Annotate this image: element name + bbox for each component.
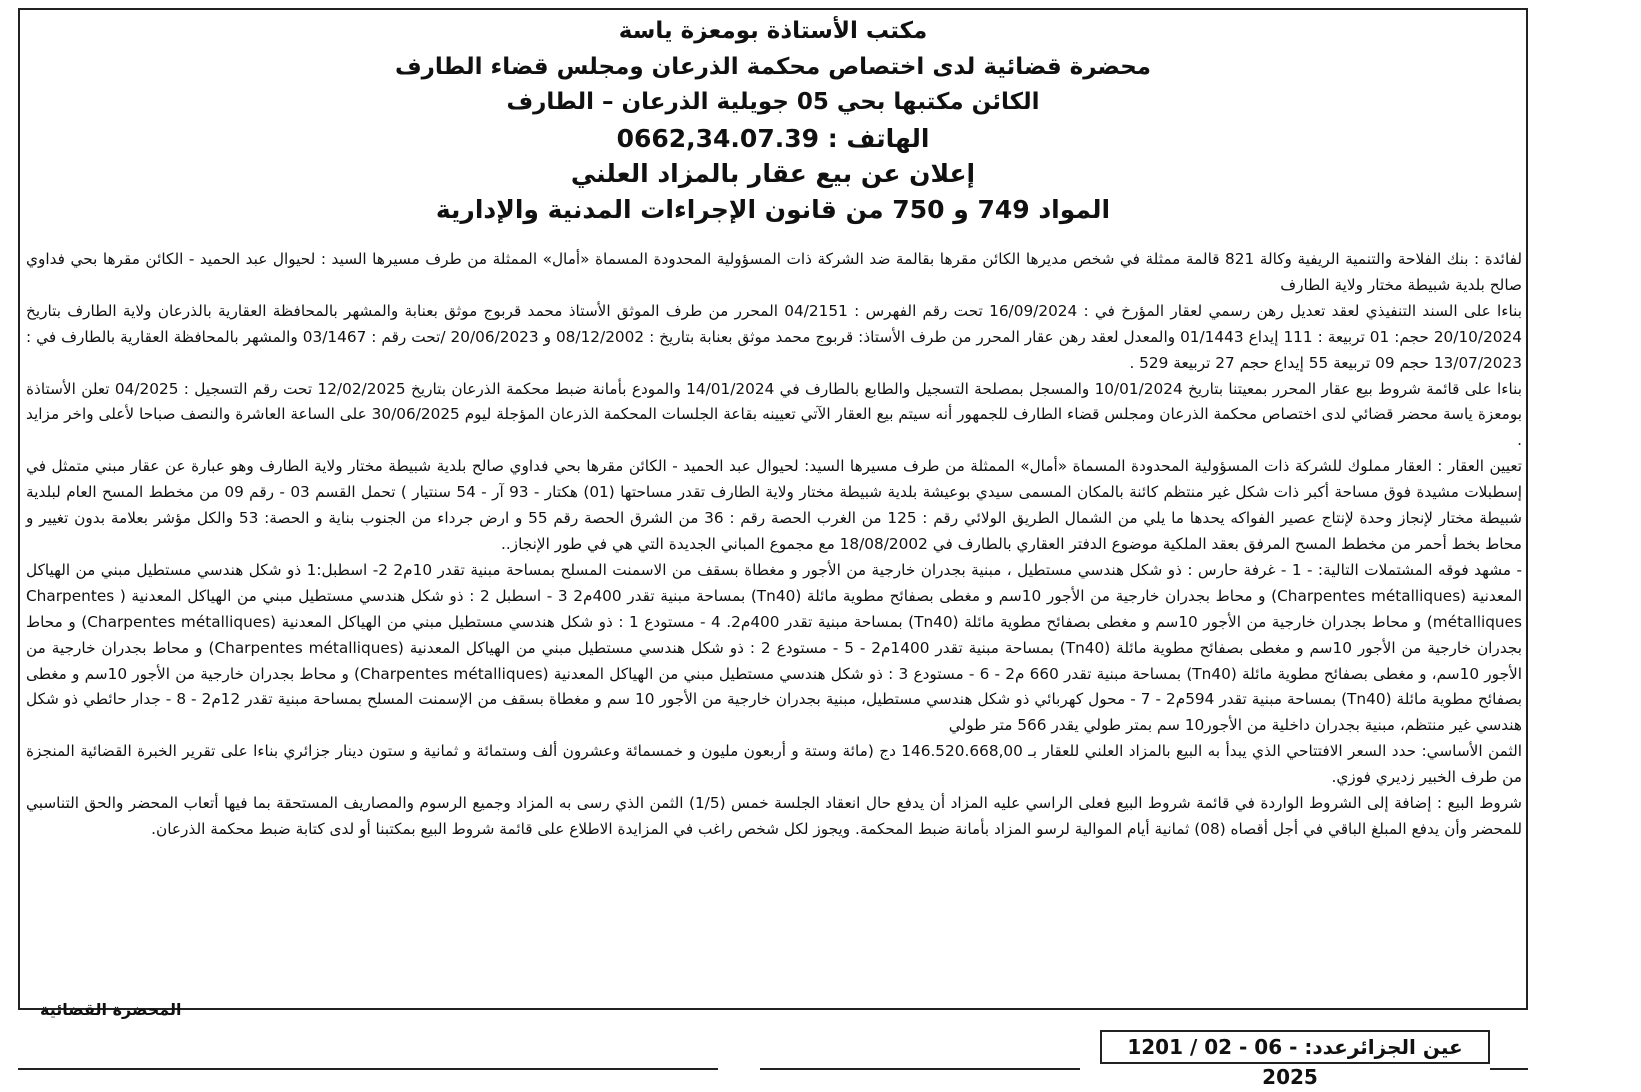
notice-title: إعلان عن بيع عقار بالمزاد العلني: [570, 159, 976, 188]
divider-line: [18, 1068, 718, 1080]
notice-header: [18, 14, 1528, 227]
notice-body: [26, 247, 1522, 843]
phone-line: الهاتف : 0662,34.07.39: [616, 123, 930, 153]
reference-value: 1201 / 02 - 06 - 2025: [1127, 1035, 1318, 1089]
paragraph-beneficiary: لفائدة : بنك الفلاحة والتنمية الريفية وكالة 821 قالمة ممثلة في شخص مديرها الكائن مقرها بقالمة ضد الشركة ذات المسؤولية المحدودة المسماة «أمال» الممثلة من طرف مسيرها السيد : لحيوال عبد الحميد - الكائن مقرها بحي فداوي صالح بلدية شبيطة مختار ولاية الطارف: [26, 250, 1522, 294]
publication-reference: [1100, 1030, 1490, 1089]
paragraph-base-price: الثمن الأساسي: حدد السعر الافتتاحي الذي يبدأ به البيع بالمزاد العلني للعقار بـ 146.520.668,00 دج (مائة وستة و أربعون مليون و خمسمائة وعشرون ألف وستمائة و ثمانية و ستون دينار جزائري بناءا على تقرير الخبرة القضائية المنجزة من طرف الخبير زديري فوزي.: [26, 742, 1522, 787]
reference-label: عين الجزائرعدد:: [1304, 1035, 1463, 1059]
paragraph-sale-terms: شروط البيع : إضافة إلى الشروط الواردة في قائمة شروط البيع فعلى الراسي عليه المزاد أن يدفع حال انعقاد الجلسة خمس (1/5) الثمن الذي رسى به المزاد وجميع الرسوم والمصاريف المستحقة بما فيها أتعاب المحضر والحق التناسبي للمحضر وأن يدفع المبلغ الباقي في أجل أقصاه (08) ثمانية أيام الموالية لرسو المزاد بأمانة ضبط المحكمة. ويجوز لكل شخص راغب في المزايدة الاطلاع على قائمة شروط البيع بمكتبنا أو لدى كتابة ضبط محكمة الذرعان.: [26, 794, 1523, 838]
divider-line: [760, 1068, 1080, 1080]
address-line: الكائن مكتبها بحي 05 جويلية الذرعان – الطارف: [506, 89, 1040, 115]
legal-articles: المواد 749 و 750 من قانون الإجراءات المدنية والإدارية: [435, 194, 1111, 224]
signature: المحضرة القضائية: [40, 1000, 182, 1019]
divider-line: [1490, 1068, 1528, 1080]
paragraph-property-description: تعيين العقار : العقار مملوك للشركة ذات المسؤولية المحدودة المسماة «أمال» الممثلة من طرف مسيرها السيد: لحيوال عبد الحميد - الكائن مقرها بحي فداوي صالح بلدية شبيطة مختار ولاية الطارف وهو عبارة عن عقار مبني متمثل في إسطبلات مشيدة فوق مساحة أكبر ذات شكل غير منتظم كائنة بالمكان المسمى سيدي بوعيشة بلدية شبيطة مختار ولاية الطارف تقدر مساحتها (01) هكتار - 93 آر - 54 سنتيار ) تحمل القسم 03 - رقم 09 من مخطط المسح العام لبلدية شبيطة مختار لإنجاز وحدة لإنتاج عصير الفواكه يحدها ما يلي من الشمال الطريق الولائي رقم : 125 من الغرب الحصة رقم : 36 من الشرق الحصة رقم 55 و ارض جرداء من الجنوب بناية و الحصة: 53 والكل مؤشر بعلامة بدون تغيير و محاط بخط أحمر من مخطط المسح المرفق بعقد الملكية موضوع الدفتر العقاري بالطارف في 18/08/2002 مع مجموع المباني الجديدة التي هي في طور الإنجاز..: [26, 457, 1523, 553]
paragraph-executive-title: بناءا على السند التنفيذي لعقد تعديل رهن رسمي لعقار المؤرخ في : 16/09/2024 تحت رقم الفهرس : 04/2151 المحرر من طرف الموثق الأستاذ محمد قربوج موثق بعنابة والمشهر بالمحافظة العقارية بالذرعان ولاية الطارف بتاريخ 20/10/2024 حجم: 01 تربيعة : 111 إيداع 01/1443 والمعدل لعقد رهن عقار المحرر من طرف الأستاذ: قربوج محمد موثق بعنابة بتاريخ : 08/12/2002 و 20/06/2023 /تحت رقم : 03/1467 والمشهر بالمحافظة العقارية بالطارف في : 13/07/2023 حجم 09 تربيعة 55 إيداع حجم 27 تربيعة 529 .: [26, 301, 1522, 372]
jurisdiction-line: محضرة قضائية لدى اختصاص محكمة الذرعان ومجلس قضاء الطارف: [394, 53, 1152, 80]
paragraph-property-contents: - مشهد فوقه المشتملات التالية: - 1 - غرفة حارس : ذو شكل هندسي مستطيل ، مبنية بجدران خارجية من الأجور و مغطاة بسقف من الاسمنت المسلح بمساحة مبنية تقدر 10م2 2- اسطبل:1 ذو شكل هندسي مستطيل مبني من الهياكل المعدنية (Charpentes métalliques) و محاط بجدران خارجية من الأجور 10سم و مغطى بصفائح مطوية مائلة (Tn40) بمساحة مبنية تقدر 400م2 3 - اسطبل 2 : ذو شكل هندسي مستطيل مبني من الهياكل المعدنية ( Charpentes métalliques) و محاط بجدران خارجية من الأجور 10سم و مغطى بصفائح مطوية مائلة (Tn40) بمساحة مبنية تقدر 400م2. 4 - مستودع 1 : ذو شكل هندسي مستطيل مبني من الهياكل المعدنية (Charpentes métalliques) و محاط بجدران خارجية من الأجور 10سم و مغطى بصفائح مطوية مائلة (Tn40) بمساحة مبنية تقدر 1400م2 - 5 - مستودع 2 : ذو شكل هندسي مستطيل مبني من الهياكل المعدنية (Charpentes métalliques) و محاط بجدران خارجية من الأجور 10سم، و مغطى بصفائح مطوية مائلة (Tn40) بمساحة مبنية تقدر 660 م2 - 6 - مستودع 3 : ذو شكل هندسي مستطيل مبني من الهياكل المعدنية (Charpentes métalliques) و محاط بجدران خارجية من الأجور 10سم و مغطى بصفائح مطوية مائلة (Tn40) بمساحة مبنية تقدر 594م2 - 7 - محول كهربائي ذو شكل هندسي مستطيل، مبنية بجدران خارجية من الأجور 10 سم و مغطاة بسقف من الإسمنت المسلح بمساحة مبنية تقدر 12م2 - 8 - جدار حائطي ذو شكل هندسي غير منتظم، مبنية بجدران داخلية من الأجور10 سم بمتر طولي يقدر 566 متر طولي: [26, 560, 1523, 735]
paragraph-sale-conditions-list: بناءا على قائمة شروط بيع عقار المحرر بمعيتنا بتاريخ 10/01/2024 والمسجل بمصلحة التسجيل والطابع بالطارف في 14/01/2024 والمودع بأمانة ضبط محكمة الذرعان بتاريخ 12/02/2025 تحت رقم التسجيل : 04/2025 تعلن الأستاذة بومعزة ياسة محضر قضائي لدى اختصاص محكمة الذرعان ومجلس قضاء الطارف للجمهور أنه سيتم بيع العقار الآتي تعيينه بقاعة الجلسات المحكمة الذرعان المؤجلة ليوم 30/06/2025 على الساعة العاشرة والنصف صباحا لأعلى واخر مزايد .: [26, 379, 1523, 450]
office-name: مكتب الأستاذة بومعزة ياسة: [618, 18, 928, 44]
